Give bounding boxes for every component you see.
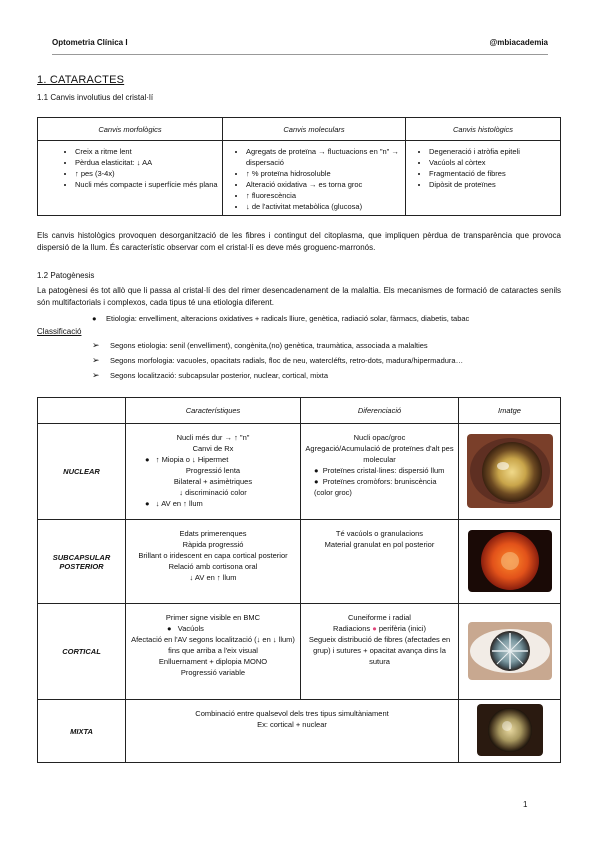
section-title: 1. CATARACTES	[37, 74, 125, 86]
subcapsular-cataract-eye-image	[468, 530, 552, 592]
list-item: • Vacúols al còrtex	[429, 157, 559, 168]
cell-nuclear-car	[126, 424, 301, 520]
text-line: Afectació en l'AV segons localització (↓ en ↓ llum) fins que arriba a l'eix visual	[131, 635, 295, 655]
text-line: ↓ discriminació color	[179, 488, 247, 497]
classification-text: Segons etiologia: senil (envelliment), congènita,(no) genètica, traumàtica, associada a malalties	[110, 341, 428, 350]
arrow-bullet-icon: ➢	[92, 355, 100, 365]
bullet-line: ● Proteïnes cromòfors: bruniscència (color groc)	[314, 477, 437, 497]
col-header-hist: Canvis histològics	[406, 118, 561, 141]
cortical-cataract-eye-image	[468, 622, 552, 680]
text-line: Vacúols	[177, 624, 204, 633]
col-header-morph: Canvis morfològics	[38, 118, 223, 141]
list-item: • Fragmentació de fibres	[429, 168, 559, 179]
cell-mol	[223, 141, 406, 216]
text-line: Combinació entre qualsevol dels tres tipus simultàniament	[195, 709, 389, 718]
text-line: Progressió lenta	[185, 466, 241, 475]
cell-mixta-car	[126, 700, 459, 763]
text-line: Material granulat en pol posterior	[324, 540, 435, 549]
text-line: Ràpida progressió	[182, 540, 244, 549]
text-line: Segueix distribució de fibres (afectades en grup) i sutures + opacitat avança dins la sutura	[308, 635, 451, 666]
list-item: • Degeneració i atròfia epiteli	[429, 146, 559, 157]
cell-morph	[38, 141, 223, 216]
list-item: • Nucli més compacte i superfície més plana	[75, 179, 221, 190]
text-line: Cuneiforme i radial	[348, 613, 411, 622]
bullet-line: ● ↓ AV en ↑ llum	[145, 499, 203, 508]
list-item: • ↓ de l'activitat metabòlica (glucosa)	[246, 201, 404, 212]
cell-cortical-dif	[301, 604, 459, 700]
text-line: Brillant o iridescent en capa cortical posterior	[138, 551, 288, 560]
radiations-line	[302, 623, 457, 634]
corner-cell	[38, 398, 126, 424]
text-line: Bilateral + asimètriques	[173, 477, 253, 486]
header-divider	[52, 54, 548, 55]
text-line: Agregació/Acumulació de proteïnes d'alt pes molecular	[305, 444, 454, 464]
list-item: • Agregats de proteïna → fluctuacions en "n" → dispersació	[246, 146, 404, 168]
text-line: Proteïnes cristal·lines: dispersió llum	[322, 466, 445, 475]
text-line: Ex: cortical + nuclear	[257, 720, 327, 729]
list-item: • Creix a ritme lent	[75, 146, 221, 157]
text-line: perifèria (inici)	[378, 624, 426, 633]
arrow-bullet-icon: ➢	[92, 340, 100, 350]
classification-text: Segons morfologia: vacuoles, opacitats radials, floc de neu, watercléfts, retro-dots, madura/hipermadura…	[110, 356, 464, 365]
list-item: • ↑ fluorescència	[246, 190, 404, 201]
col-header-img: Imatge	[459, 398, 561, 424]
cell-nuclear-img	[459, 424, 561, 520]
classification-text: Segons localització: subcapsular posterior, nuclear, cortical, mixta	[110, 371, 329, 380]
nuclear-cataract-eye-image	[467, 434, 553, 508]
text-line: Progressió variable	[180, 668, 246, 677]
text-line: Nucli més dur → ↑ "n"	[176, 433, 250, 442]
text-line: Radiacions	[333, 624, 371, 633]
bullet-line: ● Proteïnes cristal·lines: dispersió llum	[314, 466, 445, 475]
etiology-text: Etiologia: envelliment, alteracions oxidatives + radicals lliure, genètica, radiació solar, fàrmacs, diabetis, tabac	[106, 314, 470, 323]
paragraph-histology: Els canvis histològics provoquen desorganització de les fibres i contingut del citoplasma, que impliquen pèrdua de transparència que provoca dispersió de la llum. És característic observar com el cristal·lí es deve més groguenc-marronós.	[37, 231, 561, 252]
text-line: Proteïnes cromòfors: bruniscència (color groc)	[314, 477, 437, 497]
text-line: Enlluernament + diplopia MONO	[158, 657, 268, 666]
bullet-line: ● ↑ Miopia o ↓ Hipermet	[145, 455, 229, 464]
mixed-cataract-eye-image	[477, 704, 543, 756]
header-course: Optometria Clínica I	[52, 38, 128, 47]
classification-item	[92, 340, 428, 351]
cell-subcapsular-img	[459, 520, 561, 604]
cell-subcapsular-car	[126, 520, 301, 604]
paragraph-pathogenesis: La patogènesi és tot allò que li passa al cristal·lí des del rimer desencadenament de la malaltia. Els mecanismes de formació de cataractes senils són multifactorials i complexos, cada tipus té una etiologia diferent.	[37, 286, 561, 307]
header-handle: @mbiacademia	[489, 38, 548, 47]
list-item: • ↑ % proteïna hidrosoluble	[246, 168, 404, 179]
list-item: • Pèrdua elasticitat: ↓ AA	[75, 157, 221, 168]
subsection-title-2: 1.2 Patogènesis	[37, 271, 95, 280]
col-header-mol: Canvis moleculars	[223, 118, 406, 141]
text-line: Edats primerenques	[179, 529, 247, 538]
page-header	[52, 38, 548, 47]
col-header-dif: Diferenciació	[301, 398, 459, 424]
text-line: Primer signe visible en BMC	[165, 613, 261, 622]
cell-subcapsular-dif	[301, 520, 459, 604]
col-header-car: Característiques	[126, 398, 301, 424]
cell-cortical-car	[126, 604, 301, 700]
list-item: • ↑ pes (3-4x)	[75, 168, 221, 179]
text-line: ↓ AV en ↑ llum	[189, 573, 237, 582]
cell-cortical-img	[459, 604, 561, 700]
changes-table	[37, 117, 561, 216]
cell-mixta-img	[459, 700, 561, 763]
text-line: Nucli opac/groc	[353, 433, 406, 442]
list-item: • Alteració oxidativa → es torna groc	[246, 179, 404, 190]
subsection-title-1: 1.1 Canvis involutius del cristal·lí	[37, 93, 154, 102]
text-line: Canvi de Rx	[192, 444, 234, 453]
page-number: 1	[523, 800, 528, 809]
row-label-mixta: MIXTA	[38, 700, 126, 763]
classification-heading: Classificació	[37, 327, 82, 336]
row-label-cortical: CORTICAL	[38, 604, 126, 700]
text-line: Relació amb cortisona oral	[168, 562, 258, 571]
cell-hist	[406, 141, 561, 216]
pin-icon: ●	[372, 624, 377, 633]
etiology-bullet	[92, 314, 469, 323]
list-item: • Dipòsit de proteïnes	[429, 179, 559, 190]
row-label-nuclear: NUCLEAR	[38, 424, 126, 520]
cataract-types-table	[37, 397, 561, 763]
row-label-line: POSTERIOR	[59, 561, 104, 571]
classification-item	[92, 355, 463, 366]
bullet-line: ● Vacúols	[167, 624, 204, 633]
arrow-bullet-icon: ➢	[92, 370, 100, 380]
row-label-subcapsular	[38, 520, 126, 604]
bullet-icon: ●	[92, 314, 97, 323]
text-line: ↓ AV en ↑ llum	[155, 499, 203, 508]
text-line: ↑ Miopia o ↓ Hipermet	[155, 455, 229, 464]
cell-nuclear-dif	[301, 424, 459, 520]
text-line: Té vacúols o granulacions	[335, 529, 424, 538]
classification-item	[92, 370, 328, 381]
row-label-line: SUBCAPSULAR	[52, 552, 111, 562]
